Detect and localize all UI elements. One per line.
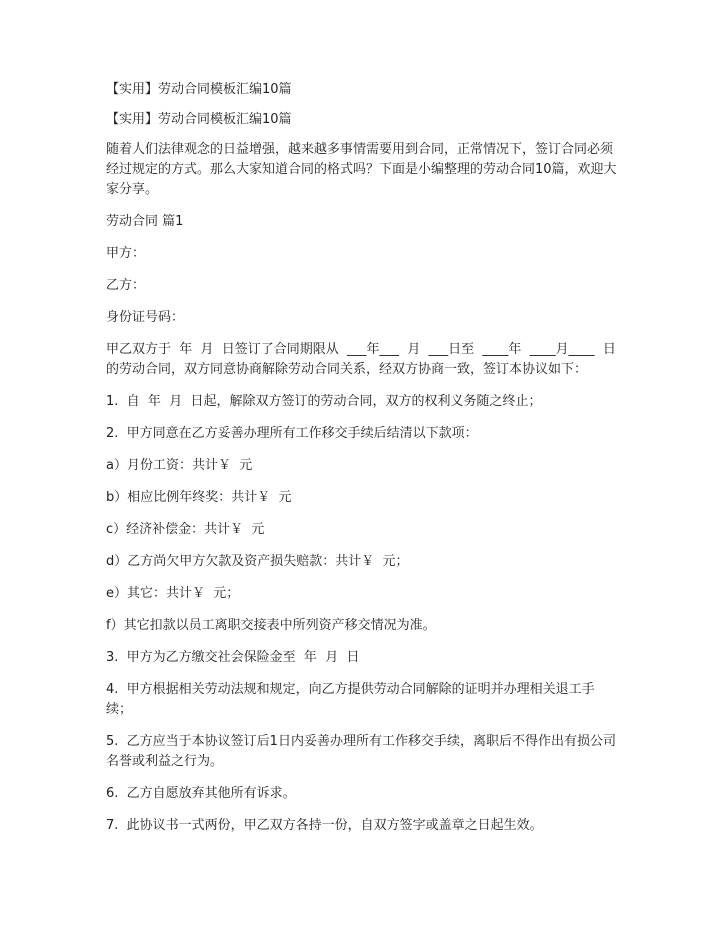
item-b: b）相应比例年终奖：共计￥ 元 <box>106 490 292 505</box>
party-b-line: 乙方： <box>106 278 146 293</box>
document-page <box>106 80 618 848</box>
clause-2: 2. 甲方同意在乙方妥善办理所有工作移交手续后结清以下款项： <box>106 426 478 441</box>
clause-5: 5. 乙方应当于本协议签订后1日内妥善办理所有工作移交手续，离职后不得作出有损公司名誉或利益之行为。 <box>106 734 616 769</box>
document-heading: 【实用】劳动合同模板汇编10篇 <box>106 112 292 127</box>
intro-paragraph: 随着人们法律观念的日益增强，越来越多事情需要用到合同，正常情况下，签订合同必须经过规定的方式。那么大家知道合同的格式吗？下面是小编整理的劳动合同10篇，欢迎大家分享。 <box>106 142 617 197</box>
item-e: e）其它：共计￥ 元； <box>106 586 240 601</box>
section-heading: 劳动合同 篇1 <box>106 214 184 229</box>
contract-preamble: 甲乙双方于 年 月 日签订了合同期限从 ___年___ 月 ___日至 ____年 ____月____ 日的劳动合同，双方同意协商解除劳动合同关系，经双方协商一致，签订本协议如下： <box>106 342 616 377</box>
clause-3: 3. 甲方为乙方缴交社会保险金至 年 月 日 <box>106 650 360 665</box>
clause-7: 7. 此协议书一式两份，甲乙双方各持一份，自双方签字或盖章之日起生效。 <box>106 818 543 833</box>
party-a-line: 甲方： <box>106 246 146 261</box>
clause-1: 1. 自 年 月 日起，解除双方签订的劳动合同，双方的权利义务随之终止； <box>106 394 542 409</box>
item-c: c）经济补偿金：共计￥ 元 <box>106 522 265 537</box>
item-a: a）月份工资：共计￥ 元 <box>106 458 253 473</box>
item-d: d）乙方尚欠甲方欠款及资产损失赔款：共计￥ 元； <box>106 554 409 569</box>
id-number-line: 身份证号码： <box>106 310 185 325</box>
clause-4: 4. 甲方根据相关劳动法规和规定，向乙方提供劳动合同解除的证明并办理相关退工手续； <box>106 682 595 717</box>
document-title: 【实用】劳动合同模板汇编10篇 <box>106 82 292 97</box>
clause-6: 6. 乙方自愿放弃其他所有诉求。 <box>106 786 296 801</box>
item-f: f）其它扣款以员工离职交接表中所列资产移交情况为准。 <box>106 618 436 633</box>
